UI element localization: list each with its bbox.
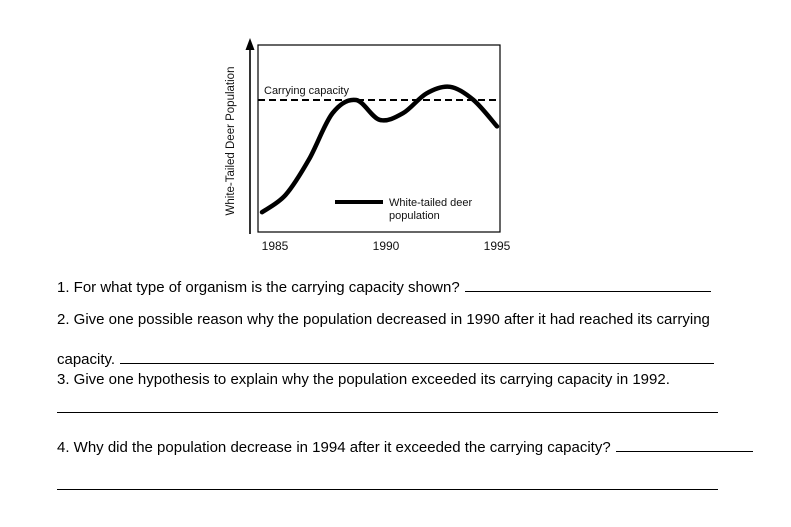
answer-blank-2 bbox=[120, 348, 714, 364]
question-2-text-line2: capacity. bbox=[57, 351, 116, 368]
question-2-line2 bbox=[57, 348, 714, 369]
y-axis-arrowhead-icon bbox=[246, 38, 255, 50]
answer-blank-4-line2 bbox=[57, 489, 718, 490]
question-3 bbox=[57, 370, 670, 389]
answer-blank-1 bbox=[465, 276, 711, 292]
answer-blank-3 bbox=[57, 412, 718, 413]
y-axis-label: White-Tailed Deer Population bbox=[225, 66, 237, 216]
chart-svg bbox=[220, 14, 512, 256]
x-tick-1990: 1990 bbox=[372, 239, 400, 253]
question-4 bbox=[57, 436, 753, 457]
deer-population-chart bbox=[220, 14, 512, 256]
answer-blank-4 bbox=[616, 436, 753, 452]
x-tick-1985: 1985 bbox=[261, 239, 289, 253]
question-3-text: 3. Give one hypothesis to explain why the population exceeded its carrying capacity in 1992. bbox=[57, 371, 670, 388]
question-1 bbox=[57, 276, 711, 297]
question-2-text-line1: 2. Give one possible reason why the population decreased in 1990 after it had reached its carrying bbox=[57, 311, 710, 328]
question-4-text: 4. Why did the population decrease in 1994 after it exceeded the carrying capacity? bbox=[57, 439, 611, 456]
question-2-line1 bbox=[57, 310, 710, 329]
legend-label-line1: White-tailed deer bbox=[389, 197, 473, 209]
carrying-capacity-label: Carrying capacity bbox=[264, 85, 349, 97]
x-tick-1995: 1995 bbox=[483, 239, 511, 253]
legend-label-line2: population bbox=[389, 210, 440, 222]
question-1-text: 1. For what type of organism is the carrying capacity shown? bbox=[57, 279, 460, 296]
